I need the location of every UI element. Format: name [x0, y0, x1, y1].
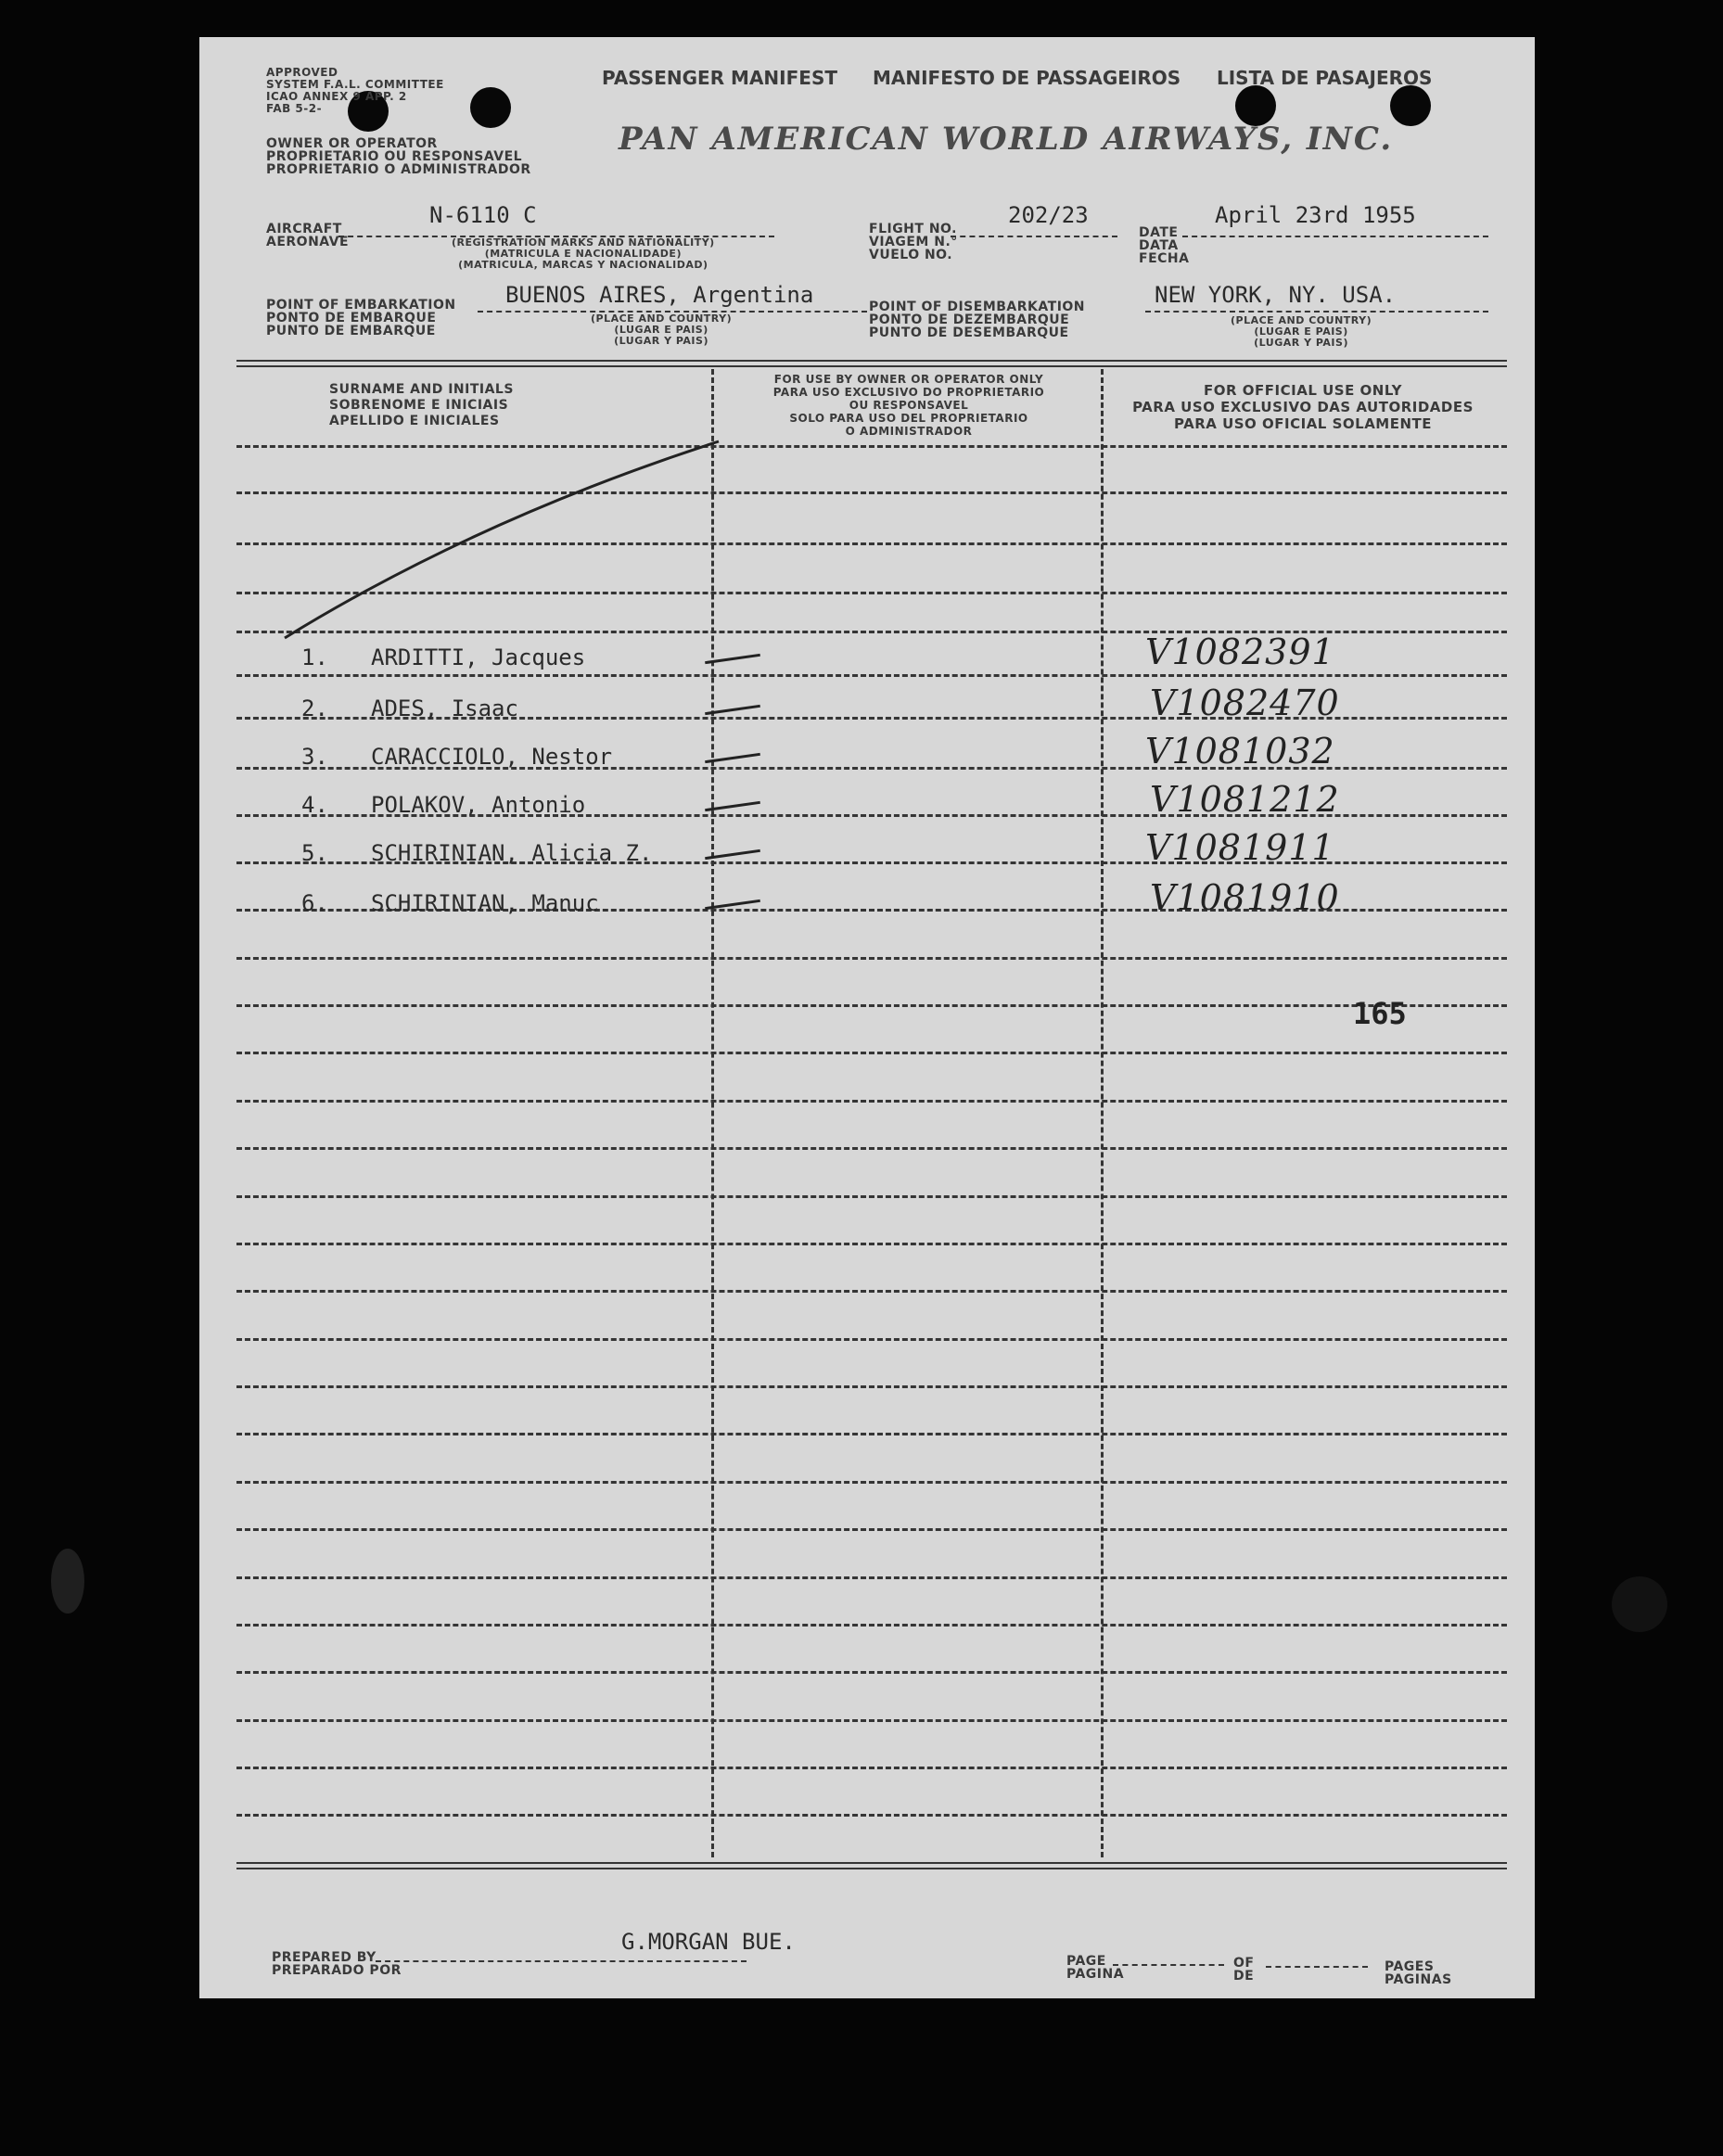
row-rule: [236, 1243, 1507, 1245]
manifest-sheet: [199, 37, 1535, 1998]
manifest-title-pt: MANIFESTO DE PASSAGEIROS: [873, 67, 1181, 89]
row-rule: [236, 1004, 1507, 1007]
row-rule: [236, 1767, 1507, 1769]
date-value: April 23rd 1955: [1215, 202, 1416, 228]
disembark-place-note: (PLACE AND COUNTRY) (LUGAR E PAIS) (LUGAR Y PAIS): [1231, 314, 1372, 349]
rule: [1266, 1966, 1368, 1968]
airline-name: PAN AMERICAN WORLD AIRWAYS, INC.: [619, 121, 1394, 158]
prepared-value: G.MORGAN BUE.: [621, 1929, 796, 1955]
registration-note: (REGISTRATION MARKS AND NATIONALITY) (MATRICULA E NACIONALIDADE) (MATRICULA, MARCAS Y NACIONALIDAD): [452, 236, 715, 271]
prepared-label: PREPARED BY PREPARADO POR: [272, 1950, 402, 1978]
passenger-number: 6.: [301, 890, 328, 916]
row-rule: [236, 1385, 1507, 1388]
column-header-owner: FOR USE BY OWNER OR OPERATOR ONLY PARA USO EXCLUSIVO DO PROPRIETARIO OU RESPONSAVEL SOLO PARA USO DEL PROPRIETARIO O ADMINISTRADOR: [772, 373, 1045, 438]
manifest-title-en: PASSENGER MANIFEST: [602, 67, 837, 89]
column-header-official: FOR OFFICIAL USE ONLY PARA USO EXCLUSIVO DAS AUTORIDADES PARA USO OFICIAL SOLAMENTE: [1132, 382, 1474, 432]
passenger-name: ADES, Isaac: [371, 695, 518, 721]
page-label: PAGE PAGINA: [1066, 1954, 1125, 1982]
row-rule: [236, 1624, 1507, 1627]
row-rule: [236, 1719, 1507, 1722]
row-rule: [236, 1814, 1507, 1817]
passenger-name: SCHIRINIAN, Alicia Z.: [371, 840, 653, 866]
embark-place-note: (PLACE AND COUNTRY) (LUGAR E PAIS) (LUGAR Y PAIS): [591, 313, 733, 347]
rule: [376, 1960, 747, 1962]
visa-number: V1081911: [1145, 827, 1335, 868]
row-rule: [236, 1052, 1507, 1054]
flight-label: FLIGHT NO. VIAGEM N.° VUELO NO.: [869, 222, 958, 262]
passenger-number: 5.: [301, 840, 328, 866]
passenger-number: 1.: [301, 644, 328, 670]
row-rule: [236, 1671, 1507, 1674]
manifest-title-es: LISTA DE PASAJEROS: [1217, 67, 1433, 89]
owner-label: OWNER OR OPERATOR PROPRIETARIO OU RESPONSAVEL PROPRIETARIO O ADMINISTRADOR: [266, 136, 531, 177]
visa-number: V1081910: [1150, 877, 1340, 918]
pages-label: PAGES PAGINAS: [1385, 1959, 1452, 1987]
row-rule: [236, 1433, 1507, 1435]
rule: [1113, 1964, 1224, 1966]
embark-label: POINT OF EMBARKATION PONTO DE EMBARQUE PUNTO DE EMBARQUE: [266, 298, 456, 338]
stamp-number: 165: [1353, 996, 1407, 1031]
date-label: DATE DATA FECHA: [1139, 225, 1190, 266]
passenger-number: 2.: [301, 695, 328, 721]
table-bottom-rule: [236, 1862, 1507, 1864]
row-rule: [236, 1481, 1507, 1484]
passenger-number: 3.: [301, 744, 328, 770]
row-rule: [236, 1147, 1507, 1150]
aircraft-label: AIRCRAFT AERONAVE: [266, 222, 350, 249]
passenger-number: 4.: [301, 792, 328, 818]
approval-block: APPROVED SYSTEM F.A.L. COMMITTEE ICAO ANNEX 9 APP. 2 FAB 5-2-: [266, 66, 444, 115]
row-rule: [236, 1195, 1507, 1198]
passenger-name: ARDITTI, Jacques: [371, 644, 586, 670]
passenger-name: POLAKOV, Antonio: [371, 792, 586, 818]
disembark-label: POINT OF DISEMBARKATION PONTO DE DEZEMBARQUE PUNTO DE DESEMBARQUE: [869, 300, 1086, 340]
row-rule: [236, 1576, 1507, 1579]
aircraft-value: N-6110 C: [429, 202, 537, 228]
row-rule: [236, 1290, 1507, 1293]
of-label: OF DE: [1233, 1956, 1255, 1984]
column-header-name: SURNAME AND INITIALS SOBRENOME E INICIAIS APELLIDO E INICIALES: [329, 382, 514, 428]
cancel-stroke: [199, 37, 1535, 686]
disembark-value: NEW YORK, NY. USA.: [1155, 282, 1397, 308]
visa-number: V1082470: [1150, 683, 1340, 723]
passenger-name: CARACCIOLO, Nestor: [371, 744, 613, 770]
flight-value: 202/23: [1008, 202, 1089, 228]
visa-number: V1082391: [1145, 631, 1335, 672]
row-rule: [236, 957, 1507, 960]
visa-number: V1081212: [1150, 779, 1340, 820]
row-rule: [236, 1100, 1507, 1103]
scan-smudge: [1612, 1576, 1667, 1632]
row-rule: [236, 1528, 1507, 1531]
scan-smudge: [51, 1549, 84, 1614]
embark-value: BUENOS AIRES, Argentina: [505, 282, 814, 308]
table-bottom-rule: [236, 1868, 1507, 1869]
row-rule: [236, 1338, 1507, 1341]
passenger-name: SCHIRINIAN, Manuc: [371, 890, 599, 916]
visa-number: V1081032: [1145, 731, 1335, 772]
